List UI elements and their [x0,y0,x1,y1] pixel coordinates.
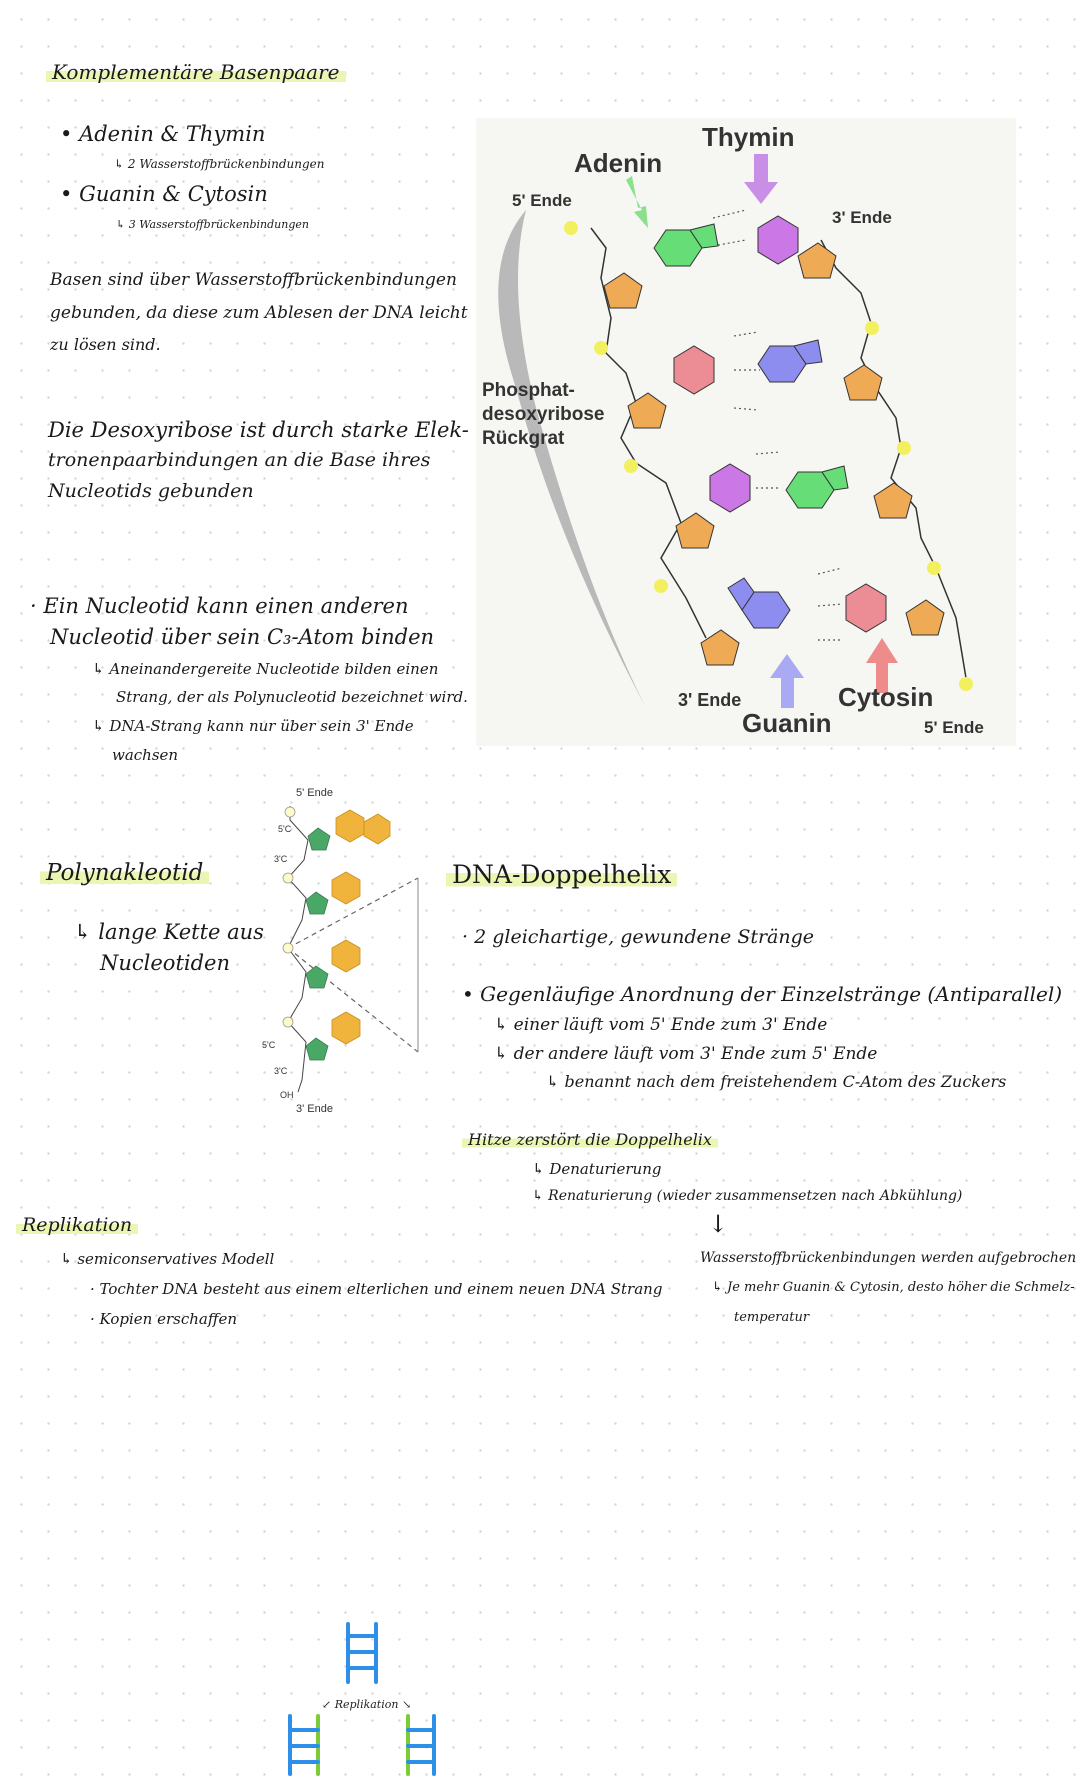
poly-end5: 5' Ende [296,787,333,799]
bases-line-1: Basen sind über Wasserstoffbrückenbindungen [50,270,457,290]
replication-label: ↙ Replikation ↘ [322,1698,412,1711]
poly-desc-2: Nucleotiden [100,951,230,975]
poly-desc-1: ↳ lange Kette aus [74,920,264,944]
nuc-line-1-text: Ein Nucleotid kann einen anderen [43,594,409,618]
heading-doppelhelix-text: DNA-Doppelhelix [446,860,677,889]
bases-line-2: gebunden, da diese zum Ablesen der DNA leicht [50,303,468,323]
base-pair-at [654,216,798,266]
heading-basenpaare-text: Komplementäre Basenpaare [46,60,346,84]
pair-at: • Adenin & Thymin [60,122,266,146]
base-pair-cg [674,340,822,394]
helix-bullet-2c: ↳ benannt nach dem freistehendem C-Atom des Zuckers [546,1072,1007,1091]
desox-line-3: Nucleotids gebunden [48,480,254,502]
poly-sugars [306,828,330,1060]
heading-polynukleotid [40,860,209,886]
heading-basenpaare [46,60,346,84]
label-thymin: Thymin [702,122,795,152]
helix-bullet-1: · 2 gleichartige, gewundene Stränge [462,926,815,948]
base-pair-gc [728,578,886,632]
polynucleotide-figure [258,780,438,1120]
label-backbone-3: Rückgrat [482,428,565,449]
heat-renat: ↳ Renaturierung (wieder zusammensetzen nach Abkühlung) [532,1188,963,1204]
desox-line-1: Die Desoxyribose ist durch starke Elek- [48,418,469,442]
poly-bases [332,810,390,1044]
pair-gc-sub: ↳ 3 Wasserstoffbrückenbindungen [116,218,309,231]
helix-bullet-2: • Gegenläufige Anordnung der Einzelstränge (Antiparallel) [462,982,1063,1006]
desox-line-2: tronenpaarbindungen an die Base ihres [48,449,431,471]
label-cytosin: Cytosin [838,682,934,712]
helix-bullet-2-text: Gegenläufige Anordnung der Einzelstränge (Antiparallel) [480,982,1063,1006]
heading-replikation-text: Replikation [16,1214,138,1236]
repl-model: ↳ semiconservatives Modell [60,1250,275,1268]
hbond-line-1: Wasserstoffbrückenbindungen werden aufgebrochen [700,1250,1077,1266]
helix-bullet-2a: ↳ einer läuft vom 5' Ende zum 3' Ende [494,1015,828,1035]
nuc-sub-2: Strang, der als Polynucleotid bezeichnet wird. [116,688,468,706]
poly-phosphates [283,807,295,1027]
heading-polynukleotid-text: Polynakleotid [40,860,209,886]
label-3-ende-top: 3' Ende [832,208,892,227]
heading-doppelhelix [446,860,677,889]
poly-c5-bottom: 5'C [262,1040,276,1050]
poly-c3-top: 3'C [274,854,288,864]
pair-at-text: Adenin & Thymin [79,122,266,146]
nuc-sub-3: ↳ DNA-Strang kann nur über sein 3' Ende [92,717,414,735]
pair-gc: • Guanin & Cytosin [60,182,268,206]
poly-c5-top: 5'C [278,824,292,834]
label-3-ende-bottom: 3' Ende [678,690,742,710]
heat-heading-text: Hitze zerstört die Doppelhelix [462,1130,718,1149]
heat-heading [462,1130,718,1149]
label-5-ende-bottom: 5' Ende [924,718,984,737]
heading-replikation [16,1214,138,1236]
poly-end3: 3' Ende [296,1103,333,1115]
heat-arrow: ↓ [708,1210,729,1238]
parent-helix [348,1624,376,1682]
base-pair-ta [710,464,848,512]
nuc-line-2: Nucleotid über sein C₃-Atom binden [50,625,435,649]
label-guanin: Guanin [742,708,832,738]
label-backbone-1: Phosphat- [482,380,575,401]
nuc-sub-1: ↳ Aneinandergereite Nucleotide bilden einen [92,660,439,678]
hbond-line-2: ↳ Je mehr Guanin & Cytosin, desto höher die Schmelz- [712,1280,1075,1295]
label-5-ende-top: 5' Ende [512,191,572,210]
hbond-line-3: temperatur [734,1310,810,1325]
pair-gc-text: Guanin & Cytosin [79,182,268,206]
repl-point-1: · Tochter DNA besteht aus einem elterlichen und einem neuen DNA Strang [90,1280,663,1298]
pair-at-sub: ↳ 2 Wasserstoffbrückenbindungen [114,157,325,171]
label-backbone-2: desoxyribose [482,404,605,425]
daughter-helix-right [408,1716,434,1774]
bases-line-3: zu lösen sind. [50,335,161,354]
replication-figure [280,1618,460,1788]
poly-oh: OH [280,1090,294,1100]
nuc-sub-4: wachsen [112,746,179,764]
nuc-line-1: · Ein Nucleotid kann einen anderen [30,594,409,618]
label-adenin: Adenin [574,148,663,178]
repl-point-2: · Kopien erschaffen [90,1310,237,1328]
daughter-helix-left [290,1716,318,1774]
heat-denat: ↳ Denaturierung [532,1160,662,1178]
helix-bullet-2b: ↳ der andere läuft vom 3' Ende zum 5' Ende [494,1044,878,1064]
poly-c3-bottom: 3'C [274,1066,288,1076]
